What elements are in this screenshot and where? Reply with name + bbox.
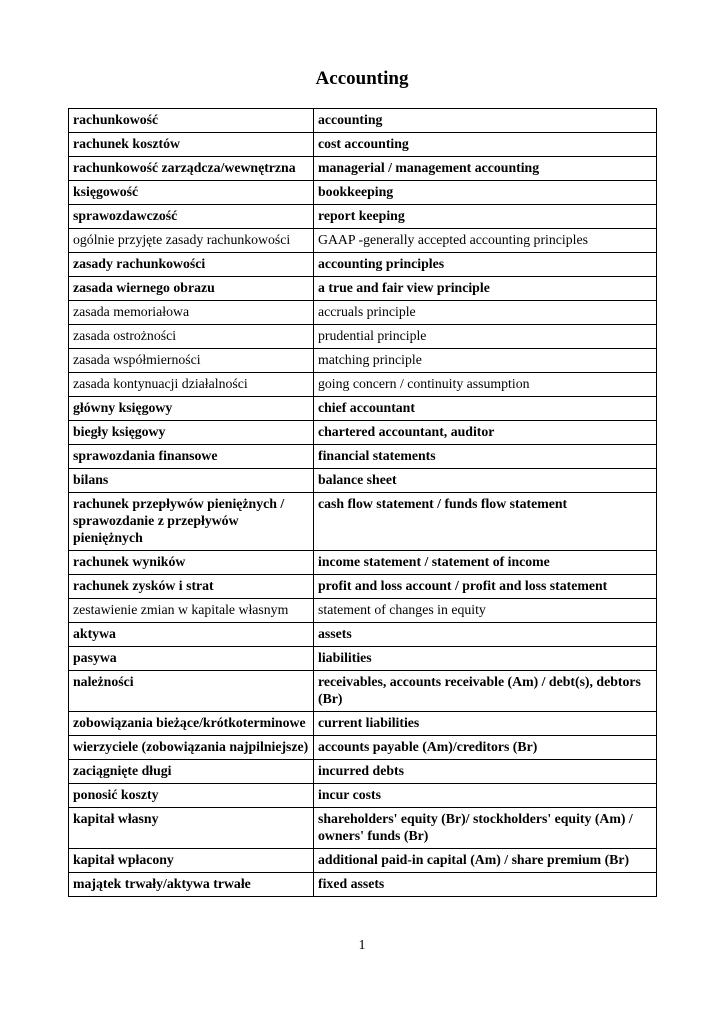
english-term: report keeping xyxy=(314,205,657,229)
table-row xyxy=(69,469,657,493)
table-row xyxy=(69,181,657,205)
polish-term: zasada wiernego obrazu xyxy=(69,277,314,301)
english-term: income statement / statement of income xyxy=(314,551,657,575)
polish-term: pasywa xyxy=(69,647,314,671)
english-term: chief accountant xyxy=(314,397,657,421)
table-row xyxy=(69,157,657,181)
polish-term: zasada ostrożności xyxy=(69,325,314,349)
polish-term: zasada memoriałowa xyxy=(69,301,314,325)
english-term: accruals principle xyxy=(314,301,657,325)
table-row xyxy=(69,445,657,469)
english-term: bookkeeping xyxy=(314,181,657,205)
polish-term: należności xyxy=(69,671,314,712)
polish-term: kapitał własny xyxy=(69,808,314,849)
table-row xyxy=(69,109,657,133)
table-row xyxy=(69,599,657,623)
english-term: current liabilities xyxy=(314,712,657,736)
table-row xyxy=(69,373,657,397)
polish-term: zasady rachunkowości xyxy=(69,253,314,277)
glossary-table xyxy=(68,108,657,897)
polish-term: zobowiązania bieżące/krótkoterminowe xyxy=(69,712,314,736)
polish-term: zasada współmierności xyxy=(69,349,314,373)
english-term: chartered accountant, auditor xyxy=(314,421,657,445)
polish-term: księgowość xyxy=(69,181,314,205)
english-term: accounting principles xyxy=(314,253,657,277)
english-term: cash flow statement / funds flow statement xyxy=(314,493,657,551)
table-row xyxy=(69,421,657,445)
polish-term: rachunek wyników xyxy=(69,551,314,575)
english-term: financial statements xyxy=(314,445,657,469)
english-term: receivables, accounts receivable (Am) / debt(s), debtors (Br) xyxy=(314,671,657,712)
english-term: prudential principle xyxy=(314,325,657,349)
table-row xyxy=(69,493,657,551)
english-term: profit and loss account / profit and loss statement xyxy=(314,575,657,599)
english-term: fixed assets xyxy=(314,873,657,897)
english-term: statement of changes in equity xyxy=(314,599,657,623)
table-row xyxy=(69,873,657,897)
polish-term: zestawienie zmian w kapitale własnym xyxy=(69,599,314,623)
table-row xyxy=(69,205,657,229)
polish-term: rachunek kosztów xyxy=(69,133,314,157)
english-term: assets xyxy=(314,623,657,647)
polish-term: zasada kontynuacji działalności xyxy=(69,373,314,397)
english-term: accounting xyxy=(314,109,657,133)
polish-term: główny księgowy xyxy=(69,397,314,421)
english-term: managerial / management accounting xyxy=(314,157,657,181)
table-row xyxy=(69,133,657,157)
table-row xyxy=(69,623,657,647)
polish-term: rachunek zysków i strat xyxy=(69,575,314,599)
english-term: incur costs xyxy=(314,784,657,808)
table-row xyxy=(69,808,657,849)
table-row xyxy=(69,229,657,253)
table-row xyxy=(69,277,657,301)
table-row xyxy=(69,349,657,373)
polish-term: wierzyciele (zobowiązania najpilniejsze) xyxy=(69,736,314,760)
table-row xyxy=(69,253,657,277)
english-term: GAAP -generally accepted accounting principles xyxy=(314,229,657,253)
polish-term: sprawozdawczość xyxy=(69,205,314,229)
polish-term: ogólnie przyjęte zasady rachunkowości xyxy=(69,229,314,253)
table-row xyxy=(69,325,657,349)
table-row xyxy=(69,397,657,421)
table-row xyxy=(69,671,657,712)
polish-term: ponosić koszty xyxy=(69,784,314,808)
polish-term: bilans xyxy=(69,469,314,493)
english-term: additional paid-in capital (Am) / share premium (Br) xyxy=(314,849,657,873)
table-row xyxy=(69,575,657,599)
polish-term: rachunkowość xyxy=(69,109,314,133)
glossary-body xyxy=(69,109,657,897)
polish-term: majątek trwały/aktywa trwałe xyxy=(69,873,314,897)
polish-term: rachunkowość zarządcza/wewnętrzna xyxy=(69,157,314,181)
polish-term: rachunek przepływów pieniężnych / sprawozdanie z przepływów pieniężnych xyxy=(69,493,314,551)
english-term: liabilities xyxy=(314,647,657,671)
polish-term: biegły księgowy xyxy=(69,421,314,445)
table-row xyxy=(69,784,657,808)
table-row xyxy=(69,712,657,736)
polish-term: zaciągnięte długi xyxy=(69,760,314,784)
polish-term: sprawozdania finansowe xyxy=(69,445,314,469)
english-term: cost accounting xyxy=(314,133,657,157)
table-row xyxy=(69,736,657,760)
english-term: incurred debts xyxy=(314,760,657,784)
table-row xyxy=(69,301,657,325)
page-title: Accounting xyxy=(315,68,409,89)
page-number: 1 xyxy=(358,938,366,953)
polish-term: kapitał wpłacony xyxy=(69,849,314,873)
english-term: matching principle xyxy=(314,349,657,373)
table-row xyxy=(69,849,657,873)
table-row xyxy=(69,551,657,575)
english-term: balance sheet xyxy=(314,469,657,493)
table-row xyxy=(69,647,657,671)
english-term: going concern / continuity assumption xyxy=(314,373,657,397)
english-term: accounts payable (Am)/creditors (Br) xyxy=(314,736,657,760)
english-term: shareholders' equity (Br)/ stockholders' equity (Am) / owners' funds (Br) xyxy=(314,808,657,849)
table-row xyxy=(69,760,657,784)
english-term: a true and fair view principle xyxy=(314,277,657,301)
polish-term: aktywa xyxy=(69,623,314,647)
